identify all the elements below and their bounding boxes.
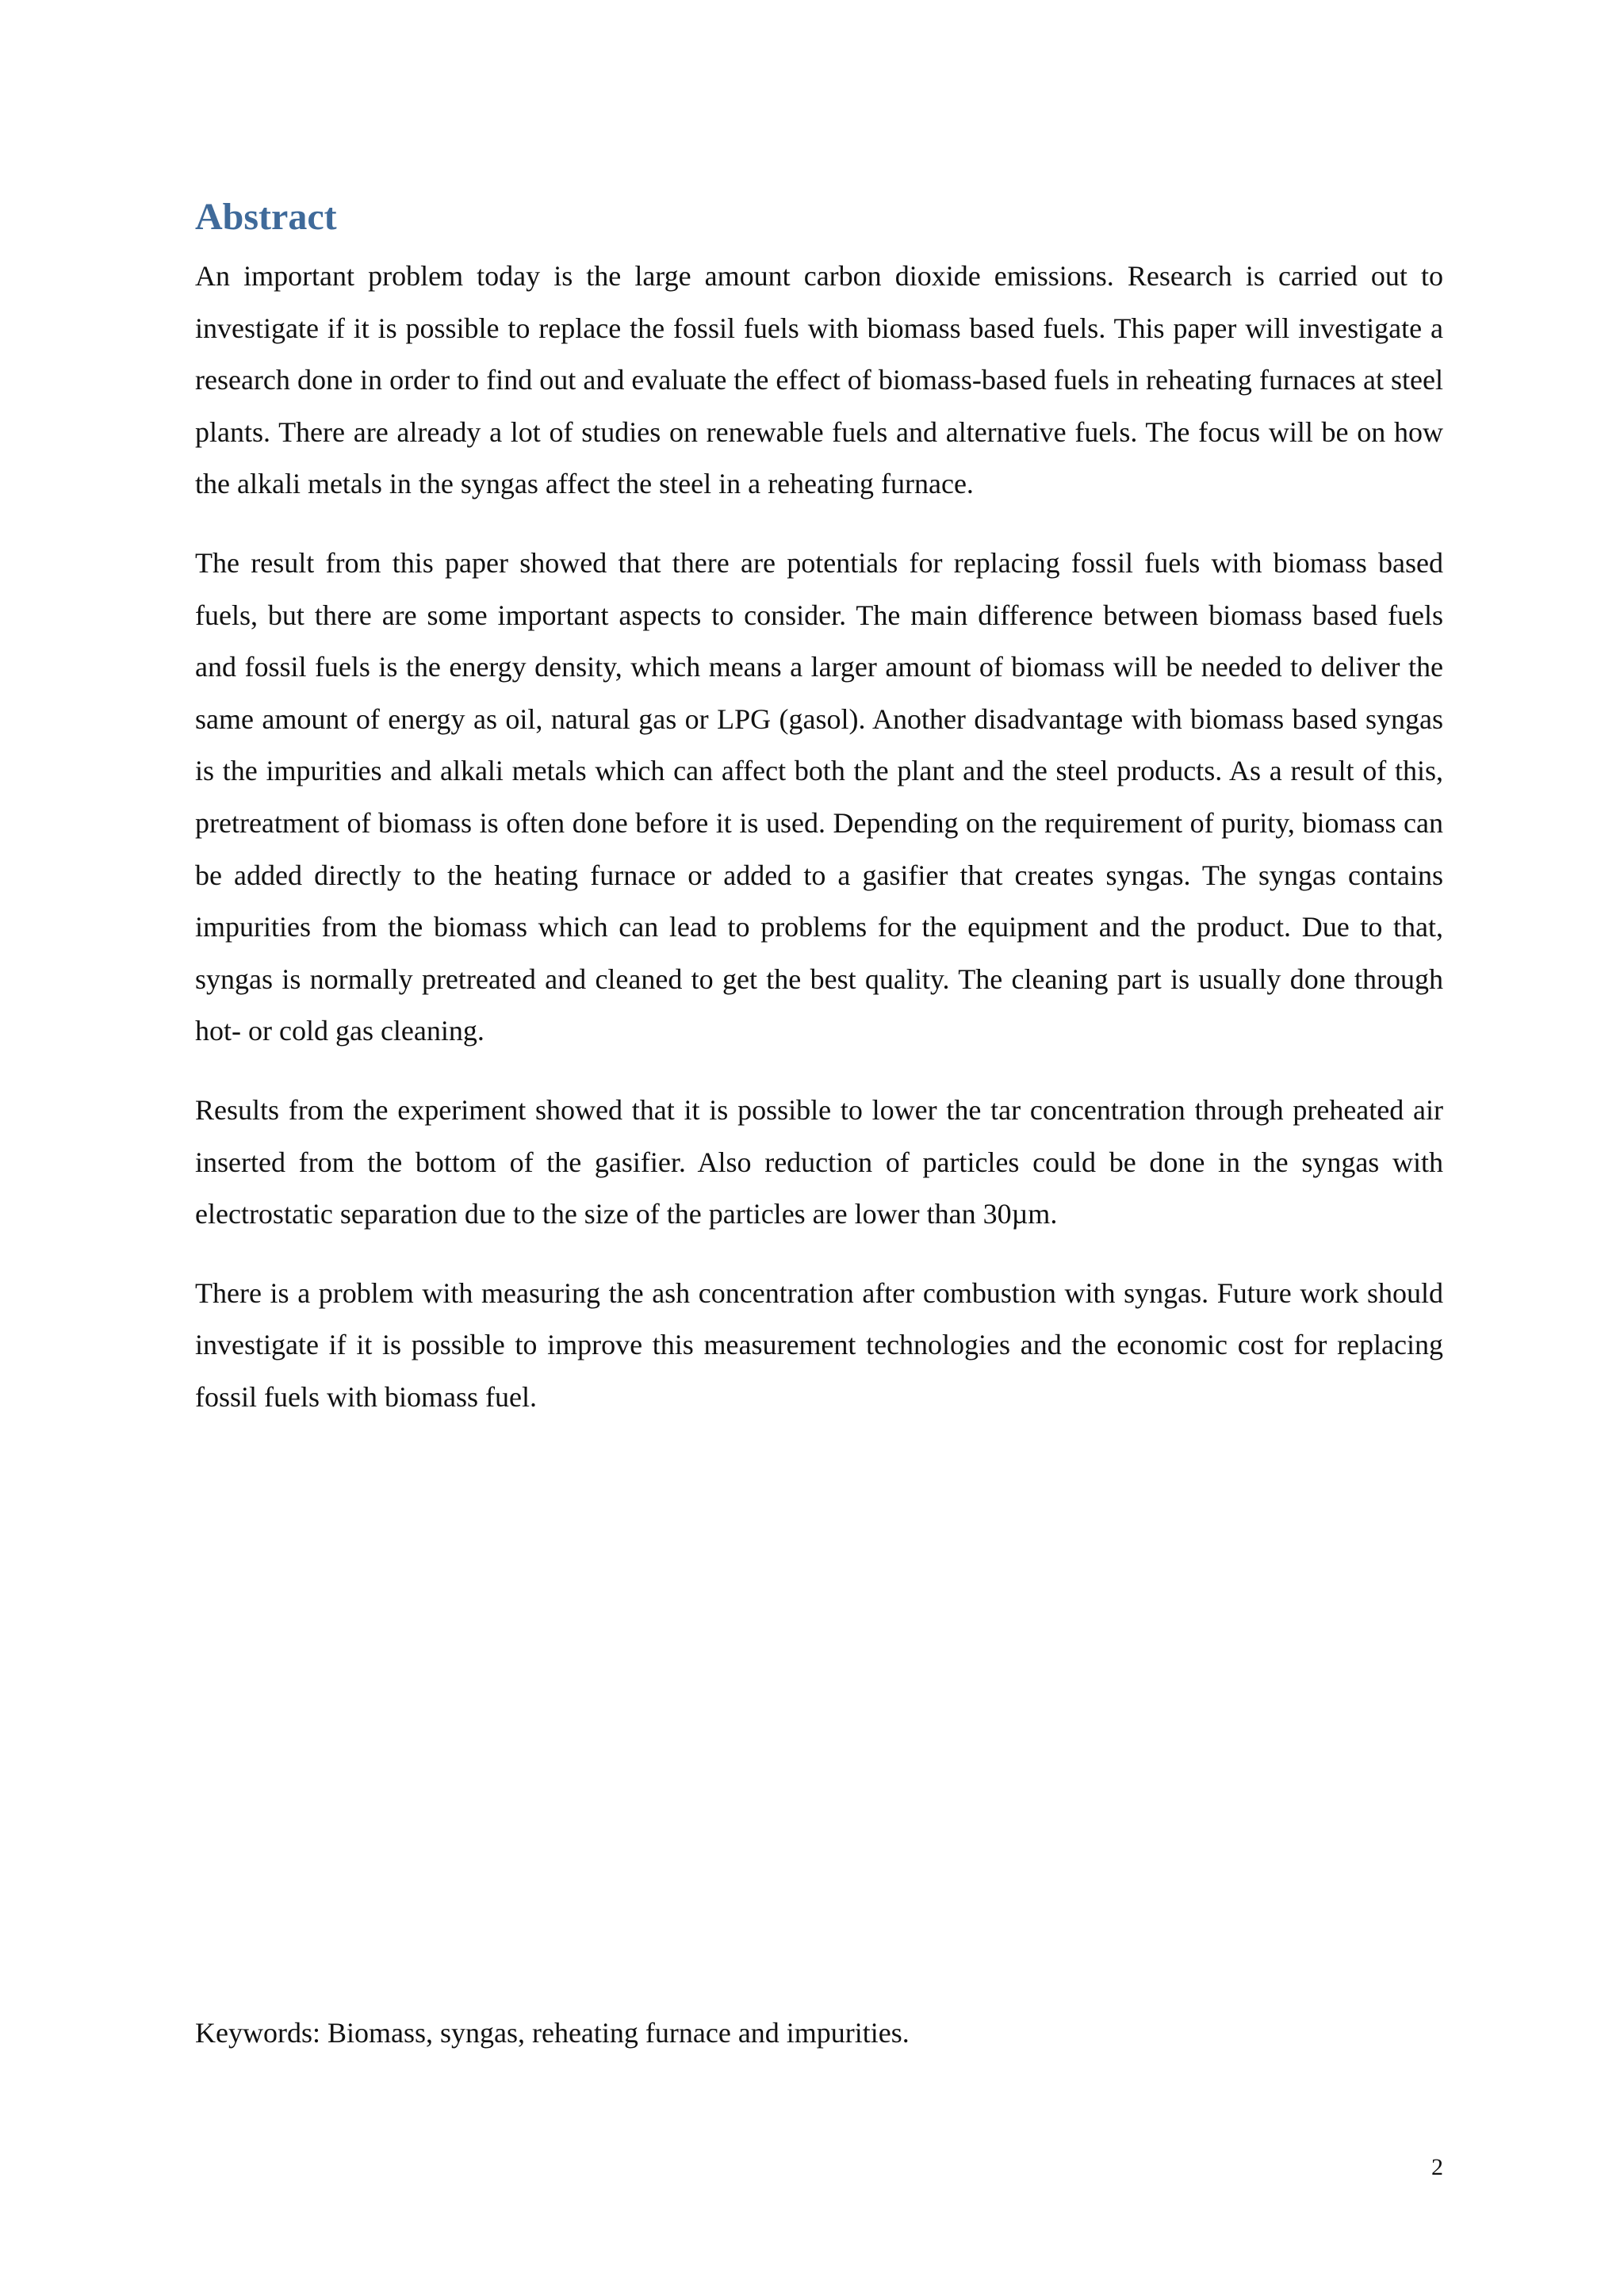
abstract-paragraph-1: An important problem today is the large amount carbon dioxide emissions. Research is carried out to investigate if it is possible to replace the fossil fuels with biomass based fuels. This paper will investigate a research done in order to find out and evaluate the effect of biomass-based fuels in reheating furnaces at steel plants. There are already a lot of studies on renewable fuels and alternative fuels. The focus will be on how the alkali metals in the syngas affect the steel in a reheating furnace. [195,260,1443,500]
abstract-paragraph-4: There is a problem with measuring the ash concentration after combustion with syngas. Future work should investigate if it is possible to improve this measurement technologies and the economic cost for replacing fossil fuels with biomass fuel. [195,1276,1443,1413]
keywords-line: Keywords: Biomass, syngas, reheating furnace and impurities. [195,2017,910,2049]
abstract-paragraph-3: Results from the experiment showed that it is possible to lower the tar concentration through preheated air inserted from the bottom of the gasifier. Also reduction of particles could be done in the syngas with electrostatic separation due to the size of the particles are lower than 30µm. [195,1093,1443,1230]
abstract-section [195,190,1443,1450]
abstract-heading: Abstract [195,196,337,238]
abstract-paragraph-2: The result from this paper showed that there are potentials for replacing fossil fuels with biomass based fuels, but there are some important aspects to consider. The main difference between biomass based fuels and fossil fuels is the energy density, which means a larger amount of biomass will be needed to deliver the same amount of energy as oil, natural gas or LPG (gasol). Another disadvantage with biomass based syngas is the impurities and alkali metals which can affect both the plant and the steel products. As a result of this, pretreatment of biomass is often done before it is used. Depending on the requirement of purity, biomass can be added directly to the heating furnace or added to a gasifier that creates syngas. The syngas contains impurities from the biomass which can lead to problems for the equipment and the product. Due to that, syngas is normally pretreated and cleaned to get the best quality. The cleaning part is usually done through hot- or cold gas cleaning. [195,546,1443,1047]
page-number: 2 [1431,2154,1443,2180]
